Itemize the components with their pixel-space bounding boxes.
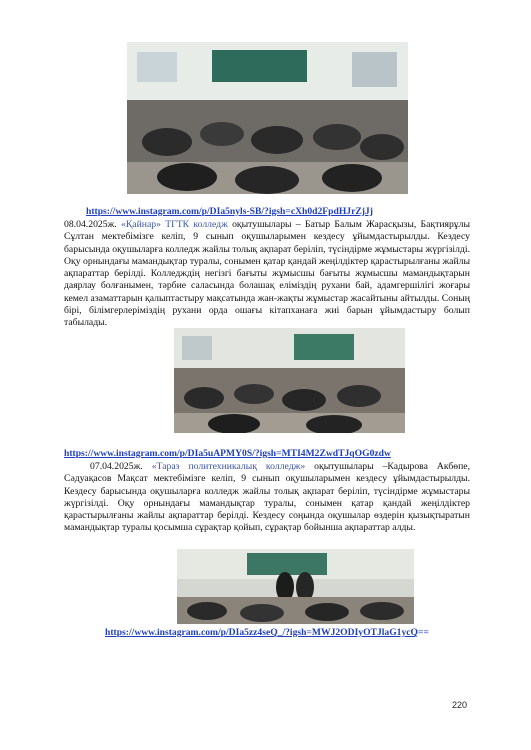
paragraph-kainar-college (64, 219, 470, 330)
instagram-link-1[interactable]: https://www.instagram.com/p/DIa5nyls-SB/?igsh=cXh0d2FpdHJrZjJj (86, 206, 373, 217)
instagram-link-2[interactable]: https://www.instagram.com/p/DIa5uAPMY0S/?igsh=MTI4M2ZwdTJqOG0zdw (64, 448, 391, 459)
instagram-link-3-wrapper (105, 627, 429, 638)
classroom-photo-2 (174, 328, 405, 433)
classroom-photo-1 (127, 42, 408, 194)
instagram-link-3-suffix: == (418, 627, 429, 638)
paragraph2-date: 07.04.2025ж. (90, 461, 143, 472)
paragraph1-org: «Қайнар» ТГТК колледж (121, 219, 228, 230)
paragraph-taraz-polytechnic (64, 461, 470, 535)
paragraph2-text: оқытушылары –Кадырова Акбөпе, Сәдуақасов Мақсат мектебімізге келіп, 9 сынып оқушыларымен кездесу ұйымдастырылды. Кездесу барысында оқушыларға колледж жайлы толық ақпарат беріліп, түсіндірме жұмыстары жүргізілді. Оқу орнындағы мамандықтар туралы, сонымен қатар қандай жеңілдіктер қарастырылғаны жайлы ақпараттар берілді. Кездесу соңында оқушылар өздерін қызықтыратын мамандықтар туралы қосымша сұрақтар қойып, сұрақтар бойынша ақпараттар алды. (64, 461, 471, 534)
paragraph2-org: «Тараз политехникалық колледж» (151, 461, 306, 472)
page-number: 220 (452, 700, 468, 710)
instagram-link-3[interactable]: https://www.instagram.com/p/DIa5zz4seQ_/?igsh=MWJ2ODIyOTJlaG1ycQ (105, 627, 418, 638)
classroom-photo-3 (177, 549, 414, 624)
paragraph1-date: 08.04.2025ж. (64, 219, 117, 230)
paragraph1-text: оқытушылары – Батыр Балым Жарасқызы, Бақтиярұлы Сұлтан мектебімізге келіп, 9 сынып оқушыларымен кездесу ұйымдастырылды. Кездесу барысында оқушыларға колледж жайлы толық ақпарат беріліп, түсіндірме жұмыстары жүргізілді. Оқу орнындағы мамандықтар туралы, сонымен қатар қандай жеңілдіктер қарастырылғаны жайлы ақпараттар берілді. Колледждің негізгі бағыты жұмысшы бағыты жұмысшы мамандықтарын даярлау болғанымен, тәрбие саласында болашақ еліміздің рухани бай, адамгершілігі жоғары кемел азаматтарын қалыптастыру мақсатында жан-жақты жұмыстар жасайтыны айтылды. Соның бірі, білімгерлеріміздің рухани орда ошағы кітапханаға жиі барын ұйымдастыру болып табылады. (64, 219, 470, 329)
